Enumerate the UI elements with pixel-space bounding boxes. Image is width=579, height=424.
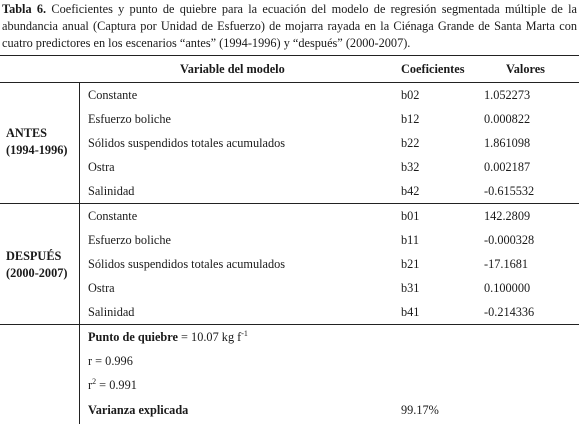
group-divider-1 [0,203,579,204]
group-name: ANTES [6,126,48,140]
row-variable: Esfuerzo boliche [88,112,171,126]
row-variable: Esfuerzo boliche [88,233,171,247]
row-coef: b22 [401,136,420,150]
row-value: 142.2809 [484,209,531,223]
row-variable: Ostra [88,160,115,174]
r2-value: = 0.991 [96,378,137,392]
row-variable: Salinidad [88,305,135,319]
row-variable: Constante [88,209,138,223]
column-divider [79,82,80,424]
row-coef: b12 [401,112,420,126]
row-coef: b42 [401,184,420,198]
group-years: (2000-2007) [6,266,68,280]
table-caption [2,1,577,52]
row-coef: b02 [401,88,420,102]
variance-label: Varianza explicada [88,403,189,417]
group-divider-2 [0,324,579,325]
row-value: 1.052273 [484,88,531,102]
row-value: 1.861098 [484,136,531,150]
header-variable: Variable del modelo [180,62,285,76]
breakpoint-value: = 10.07 kg f [181,330,242,344]
header-rule [0,82,579,83]
r2-line [88,378,137,392]
row-value: 0.000822 [484,112,531,126]
row-coef: b32 [401,160,420,174]
row-variable: Ostra [88,281,115,295]
row-value: -17.1681 [484,257,529,271]
breakpoint-exponent: -1 [241,328,248,338]
group-years: (1994-1996) [6,143,68,157]
row-value: -0.214336 [484,305,535,319]
group-name: DESPUÉS [6,249,62,263]
r2-exponent: 2 [92,376,97,386]
header-values: Valores [506,62,545,76]
variance-value: 99.17% [401,403,439,417]
row-coef: b01 [401,209,420,223]
row-value: 0.002187 [484,160,531,174]
breakpoint-label: Punto de quiebre [88,330,178,344]
row-variable: Salinidad [88,184,135,198]
row-variable: Sólidos suspendidos totales acumulados [88,257,286,271]
header-coef: Coeficientes [401,62,465,76]
caption-label: Tabla 6. [2,2,47,16]
row-coef: b31 [401,281,420,295]
breakpoint-line [88,330,248,344]
caption-text: Coeficientes y punto de quiebre para la ecuación del modelo de regresión segmentada múltiple de la abundancia anual (Captura por Unidad de Esfuerzo) de mojarra rayada en la Ciénaga Grande de Santa Marta con cuatro predictores en los escenarios “antes” (1994-1996) y “después” (2000-2007). [2,2,578,50]
r2-base: r [88,378,93,392]
group-label-antes [6,125,67,159]
top-rule [0,55,579,56]
r-value: r = 0.996 [88,354,133,368]
row-variable: Sólidos suspendidos totales acumulados [88,136,286,150]
row-value: -0.615532 [484,184,535,198]
row-variable: Constante [88,88,138,102]
row-value: 0.100000 [484,281,531,295]
row-coef: b11 [401,233,419,247]
row-coef: b21 [401,257,420,271]
row-value: -0.000328 [484,233,535,247]
group-label-despues [6,248,67,282]
row-coef: b41 [401,305,420,319]
